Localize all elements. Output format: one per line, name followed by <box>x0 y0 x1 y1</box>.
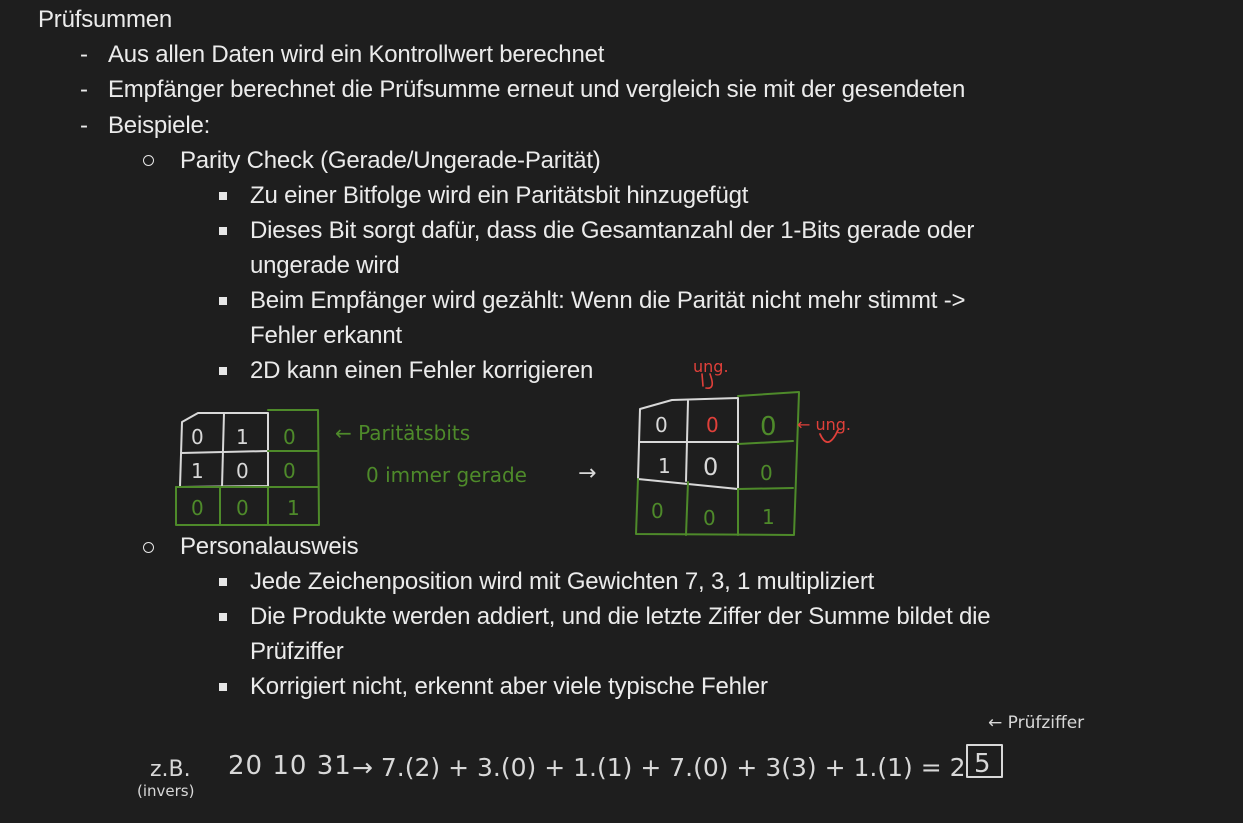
grid-cell: 1 <box>236 425 249 449</box>
parity-item-text: 2D kann einen Fehler korrigieren <box>250 357 594 384</box>
ungerade-top-annotation: ung. <box>693 357 729 376</box>
ausweis-item-text: Die Produkte werden addiert, und die letzte Ziffer der Summe bildet die <box>250 603 991 630</box>
personalausweis-heading: Personalausweis <box>180 533 359 560</box>
grid-cell: 0 <box>655 413 668 437</box>
check-digit: 5 <box>974 749 991 779</box>
parity-item-text: Fehler erkannt <box>250 322 402 349</box>
grid-cell: 0 <box>283 425 296 449</box>
parity-item-text: Zu einer Bitfolge wird ein Paritätsbit hinzugefügt <box>250 182 749 209</box>
example-label: z.B. <box>150 757 191 782</box>
grid-cell: 0 <box>283 459 296 483</box>
pruefziffer-annotation: ← Prüfziffer <box>988 713 1085 733</box>
dash-bullet: - <box>80 76 88 103</box>
grid-cell: 0 <box>703 506 716 530</box>
grid-cell: 1 <box>762 505 775 529</box>
ausweis-item-text: Jede Zeichenposition wird mit Gewichten 7, 3, 1 multipliziert <box>250 568 875 595</box>
parity-item-text: Dieses Bit sorgt dafür, dass die Gesamtanzahl der 1-Bits gerade oder <box>250 217 975 244</box>
dash-bullet: - <box>80 41 88 68</box>
grid-cell: 0 <box>236 496 249 520</box>
grid-cell: 0 <box>706 413 719 437</box>
grid-cell: 0 <box>651 499 664 523</box>
grid-cell: 0 <box>760 461 773 485</box>
grid-cell: 1 <box>287 496 300 520</box>
grid-cell: 0 <box>703 453 719 481</box>
dash-bullet: - <box>80 112 88 139</box>
ausweis-item-text: Prüfziffer <box>250 638 344 665</box>
example-sublabel: (invers) <box>137 782 195 800</box>
grid-cell: 0 <box>760 412 777 442</box>
bullet-text: Beispiele: <box>108 112 211 139</box>
bullet-text: Aus allen Daten wird ein Kontrollwert berechnet <box>108 41 605 68</box>
bullet-text: Empfänger berechnet die Prüfsumme erneut und vergleich sie mit der gesendeten <box>108 76 966 103</box>
paritaetsbits-annotation: ← Paritätsbits <box>335 421 471 445</box>
grid-cell: 1 <box>658 454 671 478</box>
right-parity-grid <box>638 398 738 489</box>
page-title: Prüfsummen <box>38 6 173 33</box>
immer-gerade-annotation: 0 immer gerade <box>366 463 527 487</box>
ungerade-side-annotation: ← ung. <box>797 415 852 434</box>
parity-item-text: Beim Empfänger wird gezählt: Wenn die Parität nicht mehr stimmt -> <box>250 287 966 314</box>
parity-heading: Parity Check (Gerade/Ungerade-Parität) <box>180 147 601 174</box>
arrow-icon: → <box>578 461 597 486</box>
cell: 0 <box>191 425 204 449</box>
grid-cell: 1 <box>191 459 204 483</box>
grid-cell: 0 <box>191 496 204 520</box>
ausweis-item-text: Korrigiert nicht, erkennt aber viele typische Fehler <box>250 673 768 700</box>
parity-item-text: ungerade wird <box>250 252 400 279</box>
grid-cell: 0 <box>236 459 249 483</box>
example-digits: 20 10 31 <box>228 751 352 781</box>
example-formula: → 7.(2) + 3.(0) + 1.(1) + 7.(0) + 3(3) + 1.(1) = 2 <box>352 753 966 782</box>
